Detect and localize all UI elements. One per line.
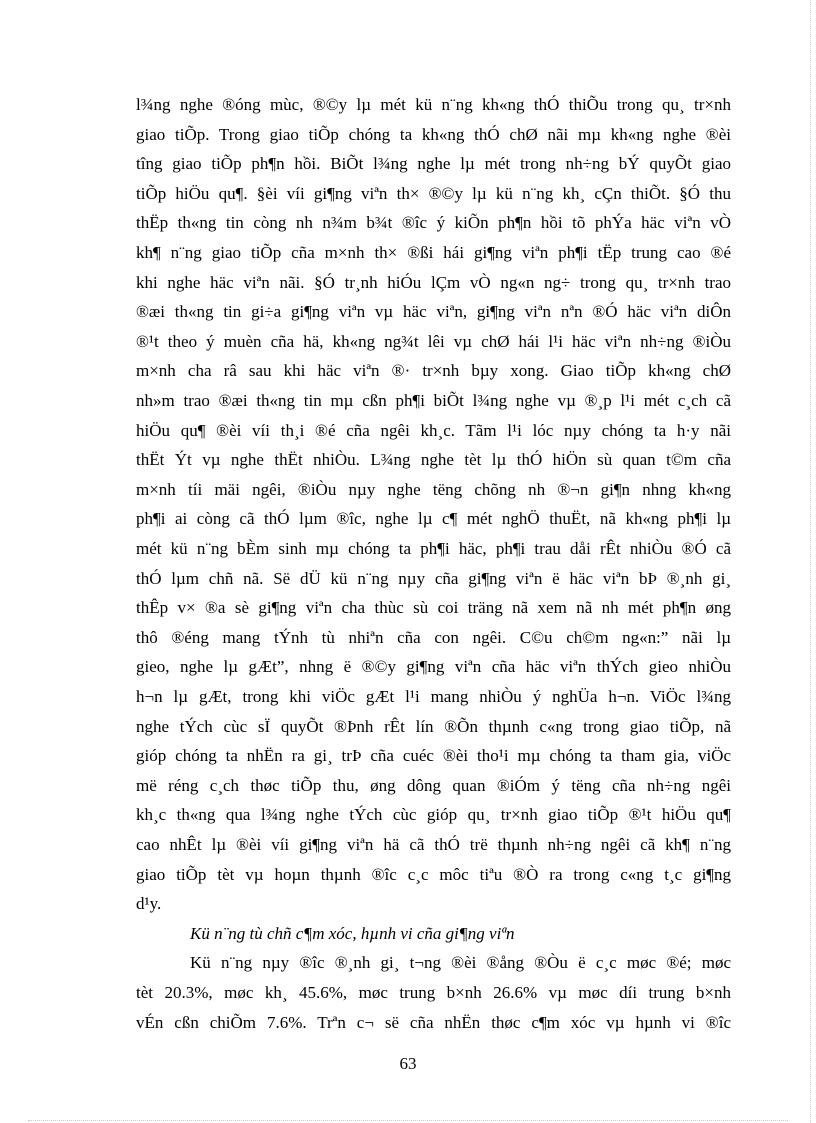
text-line: thËt Ýt vµ nghe thËt nhiÒu. L¾ng nghe tèt lµ thÓ hiÖn sù quan t©m cña bbox=[136, 450, 731, 470]
text-line: tîng giao tiÕp ph¶n hồi. BiÕt l¾ng nghe lµ mét trong nh÷ng bÝ quyÕt giao bbox=[136, 154, 731, 174]
text-line: tiÕp hiÖu qu¶. §èi víi gi¶ng viªn th× ®©y lµ kü n¨ng kh¸ cÇn thiÕt. §Ó thu bbox=[136, 183, 731, 203]
footer-divider bbox=[28, 1120, 788, 1121]
text-line: khi nghe häc viªn nãi. §Ó tr¸nh hiÓu lÇm vÒ ng«n ng÷ trong qu¸ tr×nh trao bbox=[136, 272, 731, 292]
text-line: mét kü n¨ng bÈm sinh mµ chóng ta ph¶i häc, ph¶i trau dåi rÊt nhiÒu ®Ó cã bbox=[136, 539, 731, 558]
page-number: 63 bbox=[399, 1054, 417, 1073]
text-line: tèt 20.3%, møc kh¸ 45.6%, møc trung b×nh 26.6% vµ møc díi trung b×nh bbox=[136, 983, 731, 1002]
text-line: m×nh cha râ sau khi häc viªn ®· tr×nh bµy xong. Giao tiÕp kh«ng chØ bbox=[136, 361, 731, 381]
text-line: thÊp v× ®a sè gi¶ng viªn cha thùc sù coi träng nã xem nã nh mét ph¶n øng bbox=[136, 598, 731, 618]
text-line: d¹y. bbox=[136, 894, 162, 914]
text-line: cao nhÊt lµ ®èi víi gi¶ng viªn hä cã thÓ trë thµnh nh÷ng ngêi cã kh¶ n¨ng bbox=[136, 835, 731, 854]
section-subheading: Kü n¨ng tù chñ c¶m xóc, hµnh vi cña gi¶ng viªn bbox=[190, 923, 515, 943]
text-line: nh»m trao ®æi th«ng tin mµ cßn ph¶i biÕt l¾ng nghe vµ ®¸p l¹i mét c¸ch cã bbox=[136, 391, 731, 410]
text-line: giao tiÕp tèt vµ hoµn thµnh ®îc c¸c môc tiªu ®Ò ra trong c«ng t¸c gi¶ng bbox=[136, 864, 731, 884]
text-line: më réng c¸ch thøc tiÕp thu, øng dông quan ®iÓm ý tëng cña nh÷ng ngêi bbox=[136, 775, 731, 795]
text-line: m×nh tíi mäi ngêi, ®iÒu nµy nghe tëng chõng nh ®¬n gi¶n nhng kh«ng bbox=[136, 479, 731, 499]
text-line: nghe tÝch cùc sÏ quyÕt ®Þnh rÊt lín ®Õn thµnh c«ng trong giao tiÕp, nã bbox=[136, 716, 731, 736]
text-line: vÉn cßn chiÕm 7.6%. Trªn c¬ së cña nhËn thøc c¶m xóc vµ hµnh vi ®îc bbox=[136, 1012, 731, 1032]
text-line: giao tiÕp. Trong giao tiÕp chóng ta kh«ng thÓ chØ nãi mµ kh«ng nghe ®èi bbox=[136, 124, 731, 144]
text-line: gieo, nghe lµ gÆt”, nhng ë ®©y gi¶ng viªn cña häc viªn thÝch gieo nhiÒu bbox=[136, 657, 731, 677]
text-line: thËp th«ng tin còng nh n¾m b¾t ®îc ý kiÕn ph¶n hồi tõ phÝa häc viªn vÒ bbox=[136, 213, 731, 233]
text-line: kh¸c th«ng qua l¾ng nghe tÝch cùc gióp qu¸ tr×nh giao tiÕp ®¹t hiÖu qu¶ bbox=[136, 805, 731, 825]
text-line: l¾ng nghe ®óng mùc, ®©y lµ mét kü n¨ng kh«ng thÓ thiÕu trong qu¸ tr×nh bbox=[136, 95, 731, 114]
text-line: h¬n lµ gÆt, trong khi viÖc gÆt l¹i mang nhiÒu ý nghÜa h¬n. ViÖc l¾ng bbox=[136, 687, 731, 706]
text-line: thÓ lµm chñ nã. Së dÜ kü n¨ng nµy cña gi¶ng viªn ë häc viªn bÞ ®¸nh gi¸ bbox=[136, 568, 731, 588]
text-line: ®æi th«ng tin gi÷a gi¶ng viªn vµ häc viªn, gi¶ng viªn nªn ®Ó häc viªn diÔn bbox=[136, 302, 731, 322]
text-line: Kü n¨ng nµy ®îc ®¸nh gi¸ t¬ng ®èi ®ång ®Òu ë c¸c møc ®é; møc bbox=[190, 953, 731, 973]
text-line: gióp chóng ta nhËn ra gi¸ trÞ cña cuéc ®èi tho¹i mµ chóng ta tham gia, viÖc bbox=[136, 746, 731, 766]
text-line: hiÖu qu¶ ®èi víi th¸i ®é cña ngêi kh¸c. Tãm l¹i lóc nµy chóng ta h·y nãi bbox=[136, 420, 731, 440]
text-line: kh¶ n¨ng giao tiÕp cña m×nh th× ®ßi hái gi¶ng viªn ph¶i tËp trung cao ®é bbox=[136, 243, 731, 262]
text-line: thô ®éng mang tÝnh tù nhiªn cña con ngêi. C©u ch©m ng«n:” nãi lµ bbox=[136, 627, 731, 647]
text-line: ®¹t theo ý muèn cña hä, kh«ng ng¾t lêi vµ chØ hái l¹i häc viªn nh÷ng ®iÒu bbox=[136, 331, 731, 351]
page-edge-divider bbox=[810, 0, 811, 1123]
text-line: ph¶i ai còng cã thÓ lµm ®îc, nghe lµ c¶ mét nghÖ thuËt, nã kh«ng ph¶i lµ bbox=[136, 509, 731, 529]
